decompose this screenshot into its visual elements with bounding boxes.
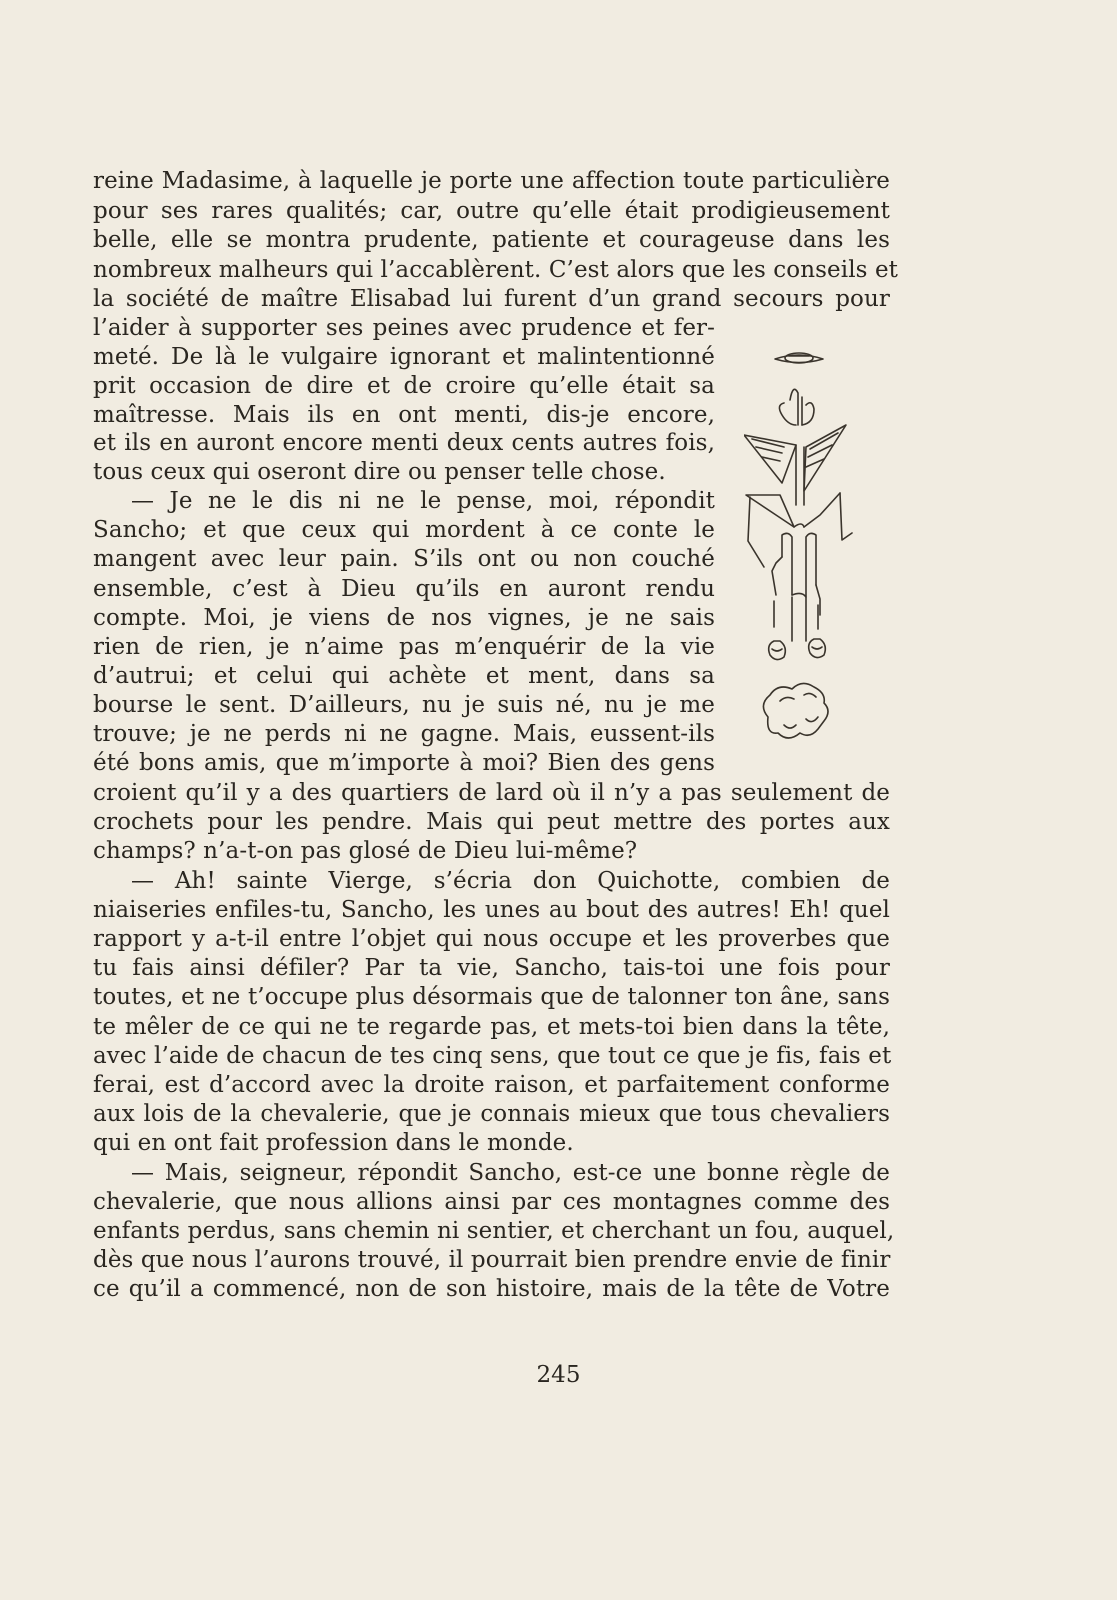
text-line: — Je ne le dis ni ne le pense, moi, répondit xyxy=(131,488,715,514)
text-line: ensemble, c’est à Dieu qu’ils en auront rendu xyxy=(93,576,715,602)
text-line: qui en ont fait profession dans le monde. xyxy=(93,1130,574,1156)
text-line: prit occasion de dire et de croire qu’elle était sa xyxy=(93,373,715,399)
text-line: tous ceux qui oseront dire ou penser telle chose. xyxy=(93,459,666,485)
text-line: Sancho; et que ceux qui mordent à ce conte le xyxy=(93,517,715,543)
text-line: reine Madasime, à laquelle je porte une affection toute particulière xyxy=(93,168,890,194)
figure-illustration xyxy=(744,345,884,785)
text-line: niaiseries enfiles-tu, Sancho, les unes au bout des autres! Eh! quel xyxy=(93,897,890,923)
text-line: rapport y a-t-il entre l’objet qui nous occupe et les proverbes que xyxy=(93,926,890,952)
text-line: enfants perdus, sans chemin ni sentier, et cherchant un fou, auquel, xyxy=(93,1218,895,1244)
text-line: été bons amis, que m’importe à moi? Bien des gens xyxy=(93,750,715,776)
text-line: nombreux malheurs qui l’accablèrent. C’est alors que les conseils et xyxy=(93,257,899,283)
cloud-icon xyxy=(763,683,828,738)
text-line: rien de rien, je n’aime pas m’enquérir de la vie xyxy=(93,634,715,660)
text-line: ce qu’il a commencé, non de son histoire, mais de la tête de Votre xyxy=(93,1276,890,1302)
text-line: l’aider à supporter ses peines avec prudence et fer- xyxy=(93,315,715,341)
feet-icon xyxy=(769,639,826,660)
head-icon xyxy=(779,389,814,425)
text-line: chevalerie, que nous allions ainsi par ces montagnes comme des xyxy=(93,1189,890,1215)
lower-arms-icon xyxy=(746,493,852,567)
text-line: maîtresse. Mais ils en ont menti, dis-je encore, xyxy=(93,402,715,428)
arms-icon xyxy=(744,425,846,505)
text-line: — Ah! sainte Vierge, s’écria don Quichotte, combien de xyxy=(131,868,890,894)
text-line: toutes, et ne t’occupe plus désormais que de talonner ton âne, sans xyxy=(93,984,890,1010)
text-line: belle, elle se montra prudente, patiente et courageuse dans les xyxy=(93,227,890,253)
text-line: ferai, est d’accord avec la droite raison, et parfaitement conforme xyxy=(93,1072,890,1098)
text-line: croient qu’il y a des quartiers de lard où il n’y a pas seulement de xyxy=(93,780,890,806)
text-line: mangent avec leur pain. S’ils ont ou non couché xyxy=(93,546,715,572)
text-line: crochets pour les pendre. Mais qui peut mettre des portes aux xyxy=(93,809,890,835)
text-line: tu fais ainsi défiler? Par ta vie, Sancho, tais-toi une fois pour xyxy=(93,955,890,981)
text-line: la société de maître Elisabad lui furent d’un grand secours pour xyxy=(93,286,890,312)
page-number: 245 xyxy=(536,1362,581,1388)
legs-icon xyxy=(772,533,820,641)
text-line: compte. Moi, je viens de nos vignes, je ne sais xyxy=(93,605,715,631)
text-line: avec l’aide de chacun de tes cinq sens, que tout ce que je fis, fais et xyxy=(93,1043,892,1069)
hat-icon xyxy=(775,353,823,363)
text-line: dès que nous l’aurons trouvé, il pourrait bien prendre envie de finir xyxy=(93,1247,891,1273)
text-line: — Mais, seigneur, répondit Sancho, est-ce une bonne règle de xyxy=(131,1160,890,1186)
text-line: d’autrui; et celui qui achète et ment, dans sa xyxy=(93,663,715,689)
text-line: bourse le sent. D’ailleurs, nu je suis né, nu je me xyxy=(93,692,715,718)
text-line: et ils en auront encore menti deux cents autres fois, xyxy=(93,430,715,456)
text-line: pour ses rares qualités; car, outre qu’elle était prodigieusement xyxy=(93,198,890,224)
text-line: aux lois de la chevalerie, que je connais mieux que tous chevaliers xyxy=(93,1101,890,1127)
text-line: trouve; je ne perds ni ne gagne. Mais, eussent-ils xyxy=(93,721,715,747)
text-line: meté. De là le vulgaire ignorant et malintentionné xyxy=(93,344,715,370)
text-line: champs? n’a-t-on pas glosé de Dieu lui-même? xyxy=(93,838,638,864)
text-line: te mêler de ce qui ne te regarde pas, et mets-toi bien dans la tête, xyxy=(93,1014,890,1040)
